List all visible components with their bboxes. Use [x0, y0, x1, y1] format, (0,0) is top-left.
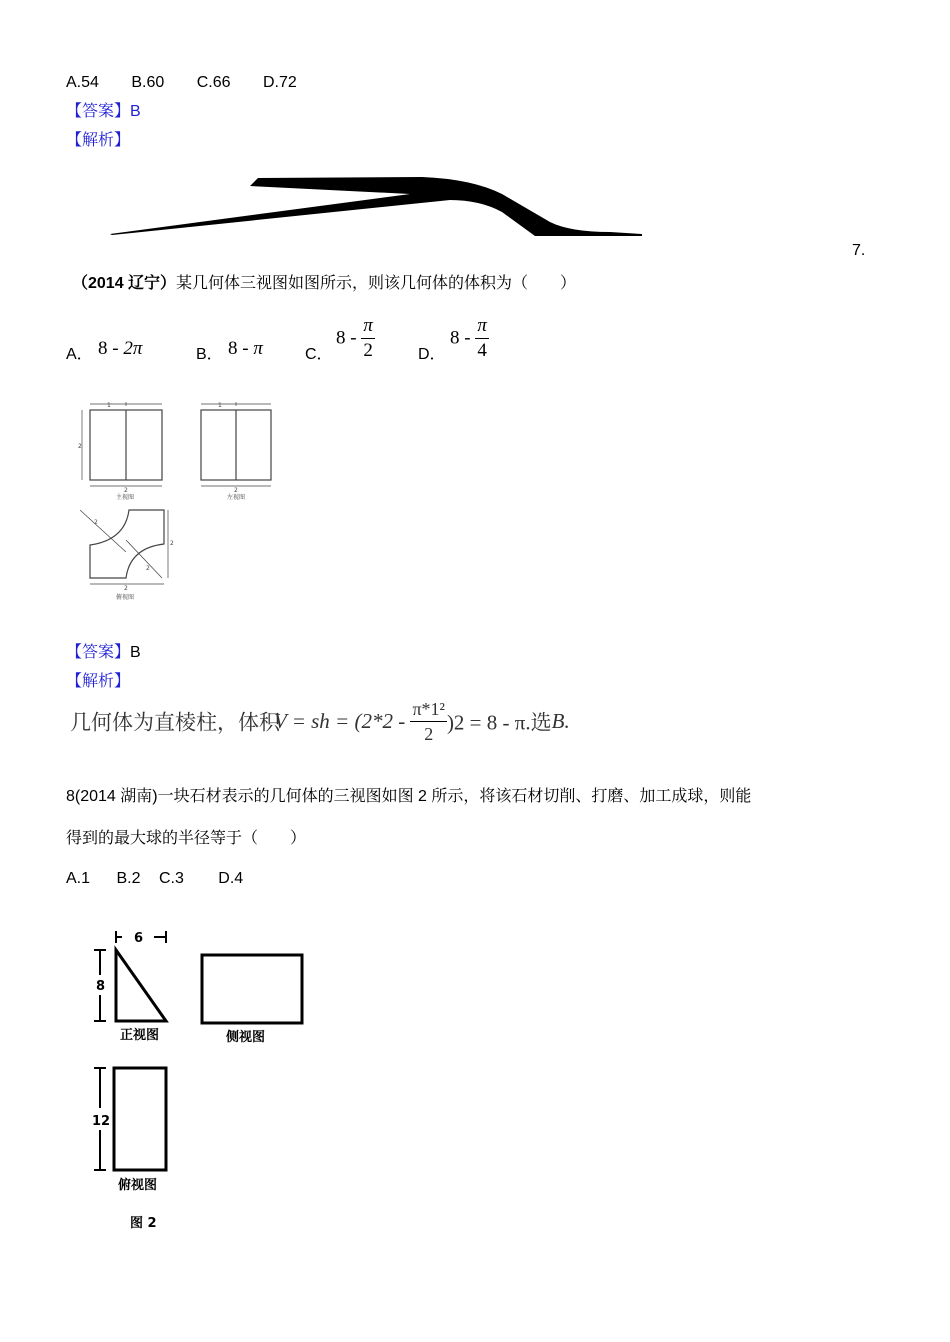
analysis-formula-b: )2 = 8 - π.选	[446, 710, 552, 735]
answer-value: B	[130, 644, 141, 661]
q7-option-a-expr: 8 - 2π	[98, 338, 143, 359]
dim-label: 2	[94, 519, 98, 526]
dim-label: 2	[146, 565, 150, 572]
q8-option-d: D.4	[218, 870, 244, 887]
q8-option-b: B.2	[116, 870, 141, 887]
top-view-rect	[114, 1068, 166, 1170]
q8-options	[66, 869, 271, 889]
dim-label: 1	[218, 402, 222, 409]
q7-option-c	[305, 345, 333, 365]
dim-label: 2	[78, 443, 82, 450]
q8-stem-line2: 得到的最大球的半径等于（ ）	[66, 830, 307, 847]
answer-tag: 【答案】	[66, 103, 131, 120]
front-view-triangle	[116, 950, 166, 1021]
q7-option-a	[66, 345, 93, 365]
q8-stem-line1: 8(2014 湖南)一块石材表示的几何体的三视图如图 2 所示，将该石材切削、打磨、加工成球，则能	[66, 788, 752, 805]
q8-three-view-figure	[86, 925, 316, 1235]
height-label: 8	[96, 979, 106, 994]
q6-analysis-tag: 【解析】	[66, 132, 131, 149]
option-label: C．	[305, 346, 333, 363]
length-label: 12	[92, 1114, 111, 1129]
q7-option-d	[418, 345, 446, 365]
width-label: 6	[134, 931, 144, 946]
dim-label: 2	[234, 487, 238, 494]
fraction: $\frac{\pi}{4}$	[477, 315, 487, 361]
analysis-prefix: 几何体为直棱柱，体积	[70, 711, 280, 735]
q7-analysis-tag: 【解析】	[66, 673, 131, 690]
fraction: $\frac{\pi}{2}$	[363, 315, 373, 361]
top-view-caption: 俯视图	[116, 594, 135, 601]
q7-option-d-expr: 8 - $\frac{\pi}{4}$	[450, 315, 487, 361]
analysis-formula-a: V = sh = (2*2 -	[274, 709, 411, 733]
q7-source: （2014 辽宁）	[72, 275, 177, 292]
q7-three-view-figure	[76, 400, 286, 605]
analysis-fraction: $\frac{\text{π*1²}}{2}$	[412, 699, 445, 744]
dim-label: 2	[124, 585, 128, 592]
q6-option-a: A.54	[66, 74, 99, 91]
q8-option-a: A.1	[66, 870, 91, 887]
front-view-caption: 主视图	[116, 494, 135, 501]
q7-stem-text: 某几何体三视图如图所示，则该几何体的体积为（ ）	[176, 275, 577, 292]
q6-answer	[66, 102, 141, 122]
figure-caption: 图 2	[130, 1216, 157, 1231]
q7-option-b-expr: 8 - π	[228, 338, 263, 359]
q6-option-b: B.60	[131, 74, 165, 91]
answer-tag: 【答案】	[66, 644, 131, 661]
q7-answer	[66, 643, 141, 663]
q6-option-d: D.72	[263, 74, 297, 91]
answer-value: B	[130, 103, 141, 120]
q8-option-c: C.3	[158, 870, 184, 887]
side-view-rect	[202, 955, 302, 1023]
option-label: B．	[196, 346, 223, 363]
q7-stem	[72, 274, 576, 294]
option-label: A．	[66, 346, 93, 363]
side-view-caption: 侧视图	[226, 1030, 266, 1045]
q7-option-c-expr: 8 - $\frac{\pi}{2}$	[336, 315, 373, 361]
dim-label: 2	[170, 540, 174, 547]
q6-options	[66, 73, 325, 93]
top-view-outline	[90, 510, 164, 578]
option-label: D．	[418, 346, 446, 363]
side-view-caption: 左视图	[227, 494, 246, 501]
dim-label: 2	[124, 487, 128, 494]
q7-option-b	[196, 345, 223, 365]
q6-option-c: C.66	[196, 74, 231, 91]
q7-number: 7.	[852, 242, 866, 259]
front-view-caption: 正视图	[120, 1028, 160, 1043]
distorted-solution-image	[110, 172, 645, 240]
q7-analysis	[70, 697, 570, 746]
analysis-choice: B.	[551, 709, 570, 733]
top-view-caption: 俯视图	[118, 1178, 158, 1193]
dim-label: 1	[107, 402, 111, 409]
